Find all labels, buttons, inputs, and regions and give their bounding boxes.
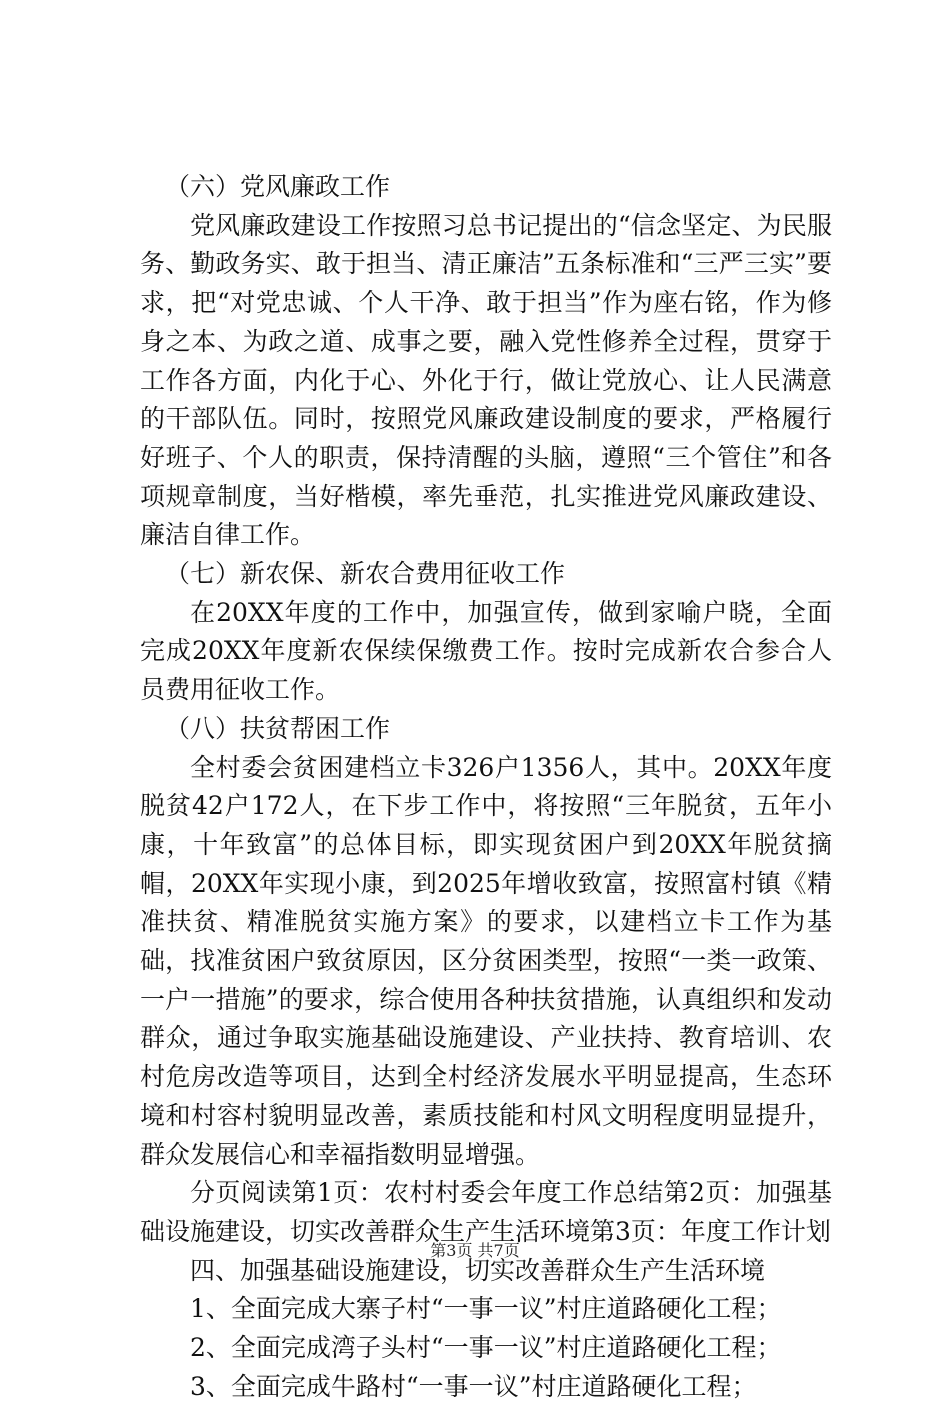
paragraph-poverty-relief: 全村委会贫困建档立卡326户1356人，其中。20XX年度脱贫42户172人，在下步工作中，将按照“三年脱贫，五年小康，十年致富”的总体目标，即实现贫困户到20XX年脱贫摘帽，20XX年实现小康，到2025年增收致富，按照富村镇《精准扶贫、精准脱贫实施方案》的要求，以建档立卡工作为基础，找准贫困户致贫原因，区分贫困类型，按照“一类一政策、一户一措施”的要求，综合使用各种扶贫措施，认真组织和发动群众，通过争取实施基础设施建设、产业扶持、教育培训、农村危房改造等项目，达到全村经济发展水平明显提高，生态环境和村容村貌明显改善，素质技能和村风文明程度明显提升，群众发展信心和幸福指数明显增强。: [140, 752, 832, 1169]
paragraph-party-integrity: 党风廉政建设工作按照习总书记提出的“信念坚定、为民服务、勤政务实、敢于担当、清正廉洁”五条标准和“三严三实”要求，把“对党忠诚、个人干净、敢于担当”作为座右铭，作为修身之本、为政之道、成事之要，融入党性修养全过程，贯穿于工作各方面，内化于心、外化于行，做让党放心、让人民满意的干部队伍。同时，按照党风廉政建设制度的要求，严格履行好班子、个人的职责，保持清醒的头脑，遵照“三个管住”和各项规章制度，当好楷模，率先垂范，扎实推进党风廉政建设、廉洁自律工作。: [140, 210, 832, 550]
list-item-3: 3、全面完成牛路村“一事一议”村庄道路硬化工程；: [190, 1371, 757, 1401]
section-heading-4: 四、加强基础设施建设，切实改善群众生产生活环境: [190, 1255, 766, 1285]
paragraph-insurance-fees: 在20XX年度的工作中，加强宣传，做到家喻户晓，全面完成20XX年度新农保续保缴费工作。按时完成新农合参合人员费用征收工作。: [140, 597, 832, 705]
document-body: [140, 168, 832, 1407]
section-heading-6: （六）党风廉政工作: [165, 172, 391, 201]
section-heading-7: （七）新农保、新农合费用征收工作: [165, 559, 566, 589]
list-item-2: 2、全面完成湾子头村“一事一议”村庄道路硬化工程；: [190, 1333, 782, 1363]
paragraph-page-navigation: 分页阅读第1页：农村村委会年度工作总结第2页：加强基础设施建设，切实改善群众生产生活环境第3页：年度工作计划: [140, 1178, 832, 1246]
page-footer: 第3页 共7页: [430, 1241, 520, 1260]
section-heading-8: （八）扶贫帮困工作: [165, 713, 391, 743]
list-item-1: 1、全面完成大寨子村“一事一议”村庄道路硬化工程；: [190, 1294, 782, 1324]
